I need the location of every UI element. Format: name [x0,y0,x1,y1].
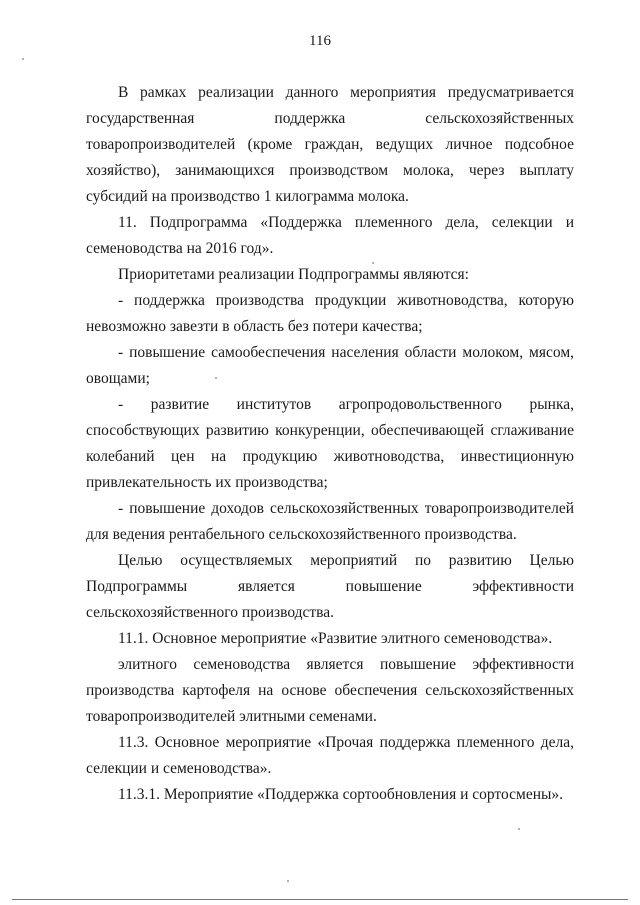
paragraph-milk-subsidy: В рамках реализации данного мероприятия предусматривается государственная поддержка сельскохозяйственных товаропроизводителей (кроме граждан, ведущих личное подсобное хозяйство), занимающихся производством молока, через выплату субсидий на производство 1 килограмма молока. [86,84,574,205]
paragraph-subprogram-title: 11. Подпрограмма «Поддержка племенного дела, селекции и семеноводства на 2016 год». [86,214,574,257]
scan-speck [287,880,289,882]
scan-speck [518,828,520,830]
page-bottom-edge [12,899,628,900]
page-number: 116 [309,33,331,49]
scan-speck [372,262,374,264]
paragraph-priority-livestock: - поддержка производства продукции животноводства, которую невозможно завезти в область без потери качества; [86,292,574,335]
paragraph-priority-market-institutes: - развитие институтов агропродовольственного рынка, способствующих развитию конкуренции, обеспечивающей сглаживание колебаний цен на продукцию животноводства, инвестиционную привлекательность их производства; [86,396,574,491]
paragraph-elite-seeds: элитного семеноводства является повышение эффективности производства картофеля на основе обеспечения сельскохозяйственных товаропроизводителей элитными семенами. [86,656,574,725]
paragraph-priority-self-sufficiency: - повышение самообеспечения населения области молоком, мясом, овощами; [86,344,574,387]
paragraph-measure-11-3: 11.3. Основное мероприятие «Прочая поддержка племенного дела, селекции и семеноводства». [86,734,574,777]
paragraph-priority-income: - повышение доходов сельскохозяйственных товаропроизводителей для ведения рентабельного сельскохозяйственного производства. [86,500,574,543]
document-body [86,80,574,808]
paragraph-priorities-intro: Приоритетами реализации Подпрограммы являются: [118,266,469,283]
paragraph-goal: Целью осуществляемых мероприятий по развитию Целью Подпрограммы является повышение эффективности сельскохозяйственного производства. [86,552,574,621]
paragraph-measure-11-3-1: 11.3.1. Мероприятие «Поддержка сортообновления и сортосмены». [118,786,564,803]
paragraph-measure-11-1: 11.1. Основное мероприятие «Развитие элитного семеноводства». [118,630,553,647]
scan-speck [215,377,217,379]
scan-speck [22,58,24,60]
